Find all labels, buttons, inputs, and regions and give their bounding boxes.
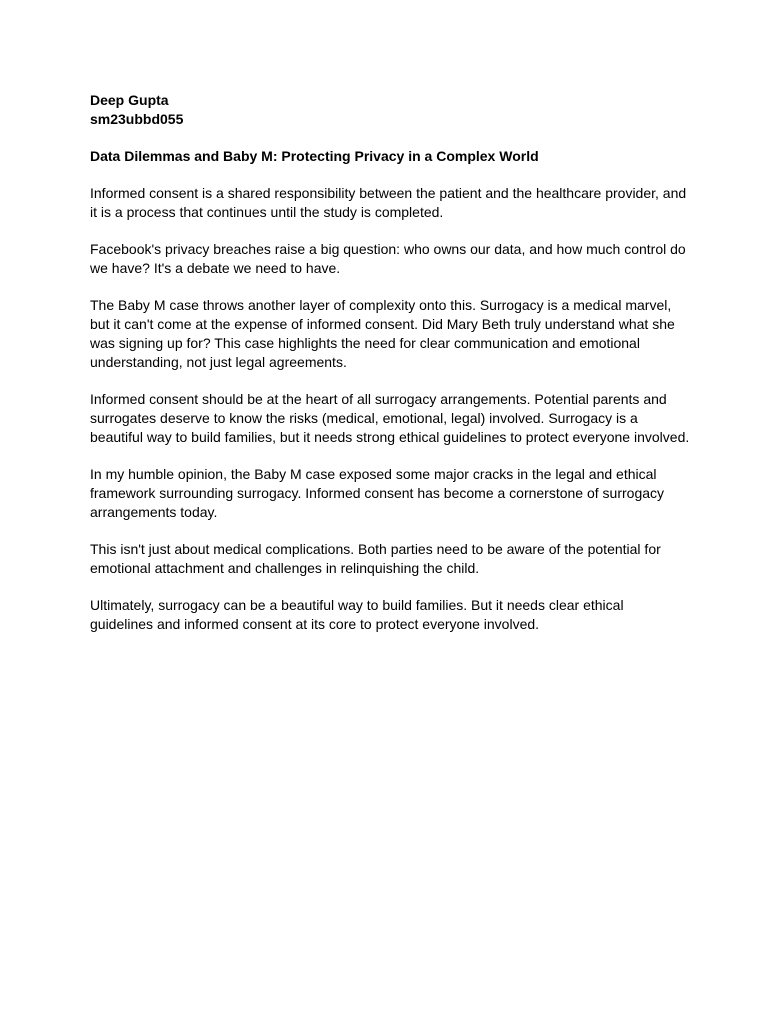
document-body (90, 91, 690, 634)
student-id: sm23ubbd055 (90, 111, 184, 127)
document-title: Data Dilemmas and Baby M: Protecting Privacy in a Complex World (90, 148, 539, 164)
paragraph-medical-complications: This isn't just about medical complications. Both parties need to be aware of the potential for emotional attachment and challenges in relinquishing the child. (90, 541, 661, 576)
paragraph-conclusion: Ultimately, surrogacy can be a beautiful way to build families. But it needs clear ethical guidelines and informed consent at its core to protect everyone involved. (90, 597, 624, 632)
paragraph-baby-m-complexity: The Baby M case throws another layer of complexity onto this. Surrogacy is a medical marvel, but it can't come at the expense of informed consent. Did Mary Beth truly understand what she was signing up for? This case highlights the need for clear communication and emotional understanding, not just legal agreements. (90, 297, 675, 370)
paragraph-humble-opinion: In my humble opinion, the Baby M case exposed some major cracks in the legal and ethical framework surrounding surrogacy. Informed consent has become a cornerstone of surrogacy arrangements today. (90, 466, 665, 520)
paragraph-informed-consent: Informed consent is a shared responsibility between the patient and the healthcare provider, and it is a process that continues until the study is completed. (90, 185, 687, 220)
paragraph-facebook-privacy: Facebook's privacy breaches raise a big question: who owns our data, and how much control do we have? It's a debate we need to have. (90, 241, 686, 276)
paragraph-surrogacy-consent: Informed consent should be at the heart of all surrogacy arrangements. Potential parents and surrogates deserve to know the risks (medical, emotional, legal) involved. Surrogacy is a beautiful way to build families, but it needs strong ethical guidelines to protect everyone involved. (90, 391, 690, 445)
author-name: Deep Gupta (90, 92, 169, 108)
